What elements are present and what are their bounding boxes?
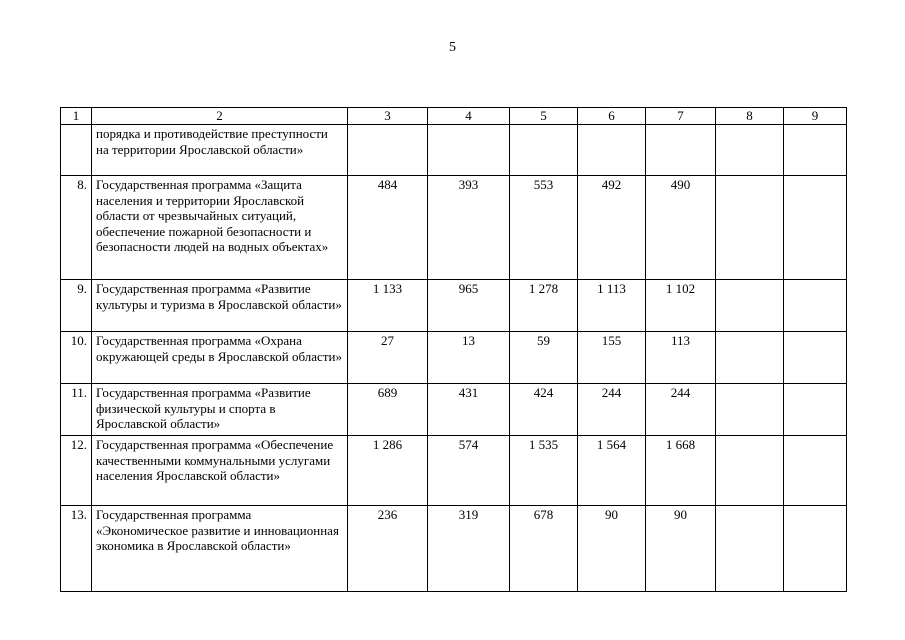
value-cell: [716, 384, 784, 436]
value-cell: 484: [348, 176, 428, 280]
value-cell: [784, 506, 847, 592]
table-row: [61, 384, 847, 436]
value-cell: 393: [428, 176, 510, 280]
value-cell: 678: [510, 506, 578, 592]
value-cell: 1 102: [646, 280, 716, 332]
value-cell: [784, 280, 847, 332]
column-header: 2: [92, 108, 348, 125]
row-number: 11.: [61, 384, 92, 436]
program-name: Государственная программа «Охрана окружающей среды в Ярославской области»: [92, 332, 348, 384]
value-cell: 1 133: [348, 280, 428, 332]
value-cell: 90: [578, 506, 646, 592]
value-cell: 59: [510, 332, 578, 384]
value-cell: 1 113: [578, 280, 646, 332]
table-row: [61, 506, 847, 592]
value-cell: 27: [348, 332, 428, 384]
program-name: Государственная программа «Развитие культуры и туризма в Ярославской области»: [92, 280, 348, 332]
column-header: 5: [510, 108, 578, 125]
value-cell: 490: [646, 176, 716, 280]
program-name: порядка и противодействие преступности на территории Ярославской области»: [92, 125, 348, 176]
row-number: 10.: [61, 332, 92, 384]
value-cell: 553: [510, 176, 578, 280]
value-cell: [646, 125, 716, 176]
column-header: 3: [348, 108, 428, 125]
row-number: [61, 125, 92, 176]
value-cell: [348, 125, 428, 176]
value-cell: 155: [578, 332, 646, 384]
program-name: Государственная программа «Защита населения и территории Ярославской области от чрезвычайных ситуаций, обеспечение пожарной безопасности и безопасности людей на водных объектах»: [92, 176, 348, 280]
value-cell: [716, 506, 784, 592]
column-header: 7: [646, 108, 716, 125]
value-cell: 90: [646, 506, 716, 592]
table-row: [61, 125, 847, 176]
value-cell: 1 668: [646, 436, 716, 506]
page-number: 5: [449, 40, 456, 55]
column-header: 6: [578, 108, 646, 125]
row-number: 13.: [61, 506, 92, 592]
value-cell: 431: [428, 384, 510, 436]
program-name: Государственная программа «Развитие физической культуры и спорта в Ярославской области»: [92, 384, 348, 436]
row-number: 12.: [61, 436, 92, 506]
value-cell: [784, 384, 847, 436]
budget-table: [60, 107, 847, 592]
value-cell: 965: [428, 280, 510, 332]
value-cell: 689: [348, 384, 428, 436]
value-cell: [510, 125, 578, 176]
value-cell: [716, 436, 784, 506]
value-cell: 492: [578, 176, 646, 280]
value-cell: 1 564: [578, 436, 646, 506]
value-cell: [716, 332, 784, 384]
table-row: [61, 280, 847, 332]
column-header: 8: [716, 108, 784, 125]
row-number: 9.: [61, 280, 92, 332]
header-row: [61, 108, 847, 125]
value-cell: 236: [348, 506, 428, 592]
program-name: Государственная программа «Экономическое развитие и инновационная экономика в Ярославской области»: [92, 506, 348, 592]
value-cell: 113: [646, 332, 716, 384]
value-cell: 1 278: [510, 280, 578, 332]
value-cell: [784, 125, 847, 176]
row-number: 8.: [61, 176, 92, 280]
table-row: [61, 332, 847, 384]
column-header: 4: [428, 108, 510, 125]
value-cell: [784, 436, 847, 506]
value-cell: [784, 332, 847, 384]
value-cell: 1 286: [348, 436, 428, 506]
table-row: [61, 176, 847, 280]
value-cell: [784, 176, 847, 280]
value-cell: 424: [510, 384, 578, 436]
value-cell: 1 535: [510, 436, 578, 506]
program-name: Государственная программа «Обеспечение качественными коммунальными услугами населения Ярославской области»: [92, 436, 348, 506]
value-cell: [428, 125, 510, 176]
value-cell: 244: [646, 384, 716, 436]
table-row: [61, 436, 847, 506]
value-cell: 13: [428, 332, 510, 384]
column-header: 9: [784, 108, 847, 125]
value-cell: [716, 125, 784, 176]
value-cell: 319: [428, 506, 510, 592]
value-cell: [716, 280, 784, 332]
column-header: 1: [61, 108, 92, 125]
value-cell: [716, 176, 784, 280]
value-cell: [578, 125, 646, 176]
value-cell: 244: [578, 384, 646, 436]
value-cell: 574: [428, 436, 510, 506]
